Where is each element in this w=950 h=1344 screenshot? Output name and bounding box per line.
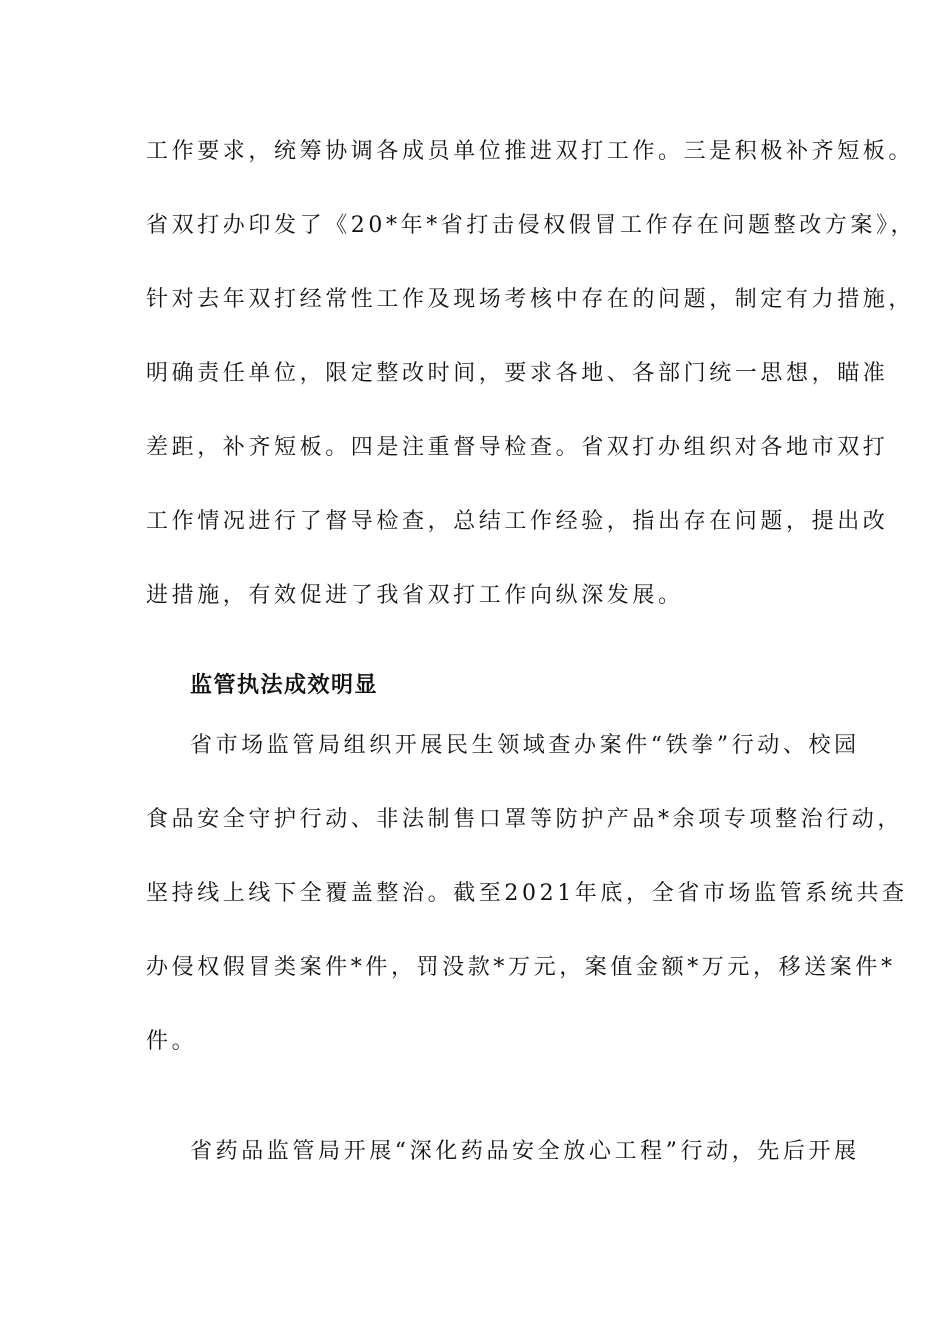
paragraph-2-line-3: 坚持线上线下全覆盖整治。截至2021年底，全省市场监管系统共查 — [146, 881, 908, 906]
paragraph-1-line-4: 明确责任单位，限定整改时间，要求各地、各部门统一思想，瞄准 — [146, 361, 889, 386]
paragraph-2-line-2: 食品安全守护行动、非法制售口罩等防护产品*余项专项整治行动， — [146, 807, 904, 832]
paragraph-1-line-1: 工作要求，统筹协调各成员单位推进双打工作。三是积极补齐短板。 — [146, 139, 915, 164]
paragraph-2-line-1: 省市场监管局组织开展民生领域查办案件“铁拳”行动、校园 — [190, 733, 860, 758]
paragraph-1-line-3: 针对去年双打经常性工作及现场考核中存在的问题，制定有力措施， — [146, 287, 915, 312]
paragraph-1-line-5: 差距，补齐短板。四是注重督导检查。省双打办组织对各地市双打 — [146, 435, 889, 460]
paragraph-1-line-6: 工作情况进行了督导检查，总结工作经验，指出存在问题，提出改 — [146, 509, 889, 534]
paragraph-3-line-1: 省药品监管局开展“深化药品安全放心工程”行动，先后开展 — [190, 1139, 860, 1164]
paragraph-1-line-7: 进措施，有效促进了我省双打工作向纵深发展。 — [146, 583, 684, 608]
paragraph-2-line-5: 件。 — [146, 1029, 198, 1054]
paragraph-1-line-2: 省双打办印发了《20*年*省打击侵权假冒工作存在问题整改方案》， — [146, 213, 917, 238]
paragraph-2-line-4: 办侵权假冒类案件*件，罚没款*万元，案值金额*万元，移送案件* — [146, 955, 896, 980]
section-heading: 监管执法成效明显 — [190, 672, 379, 698]
